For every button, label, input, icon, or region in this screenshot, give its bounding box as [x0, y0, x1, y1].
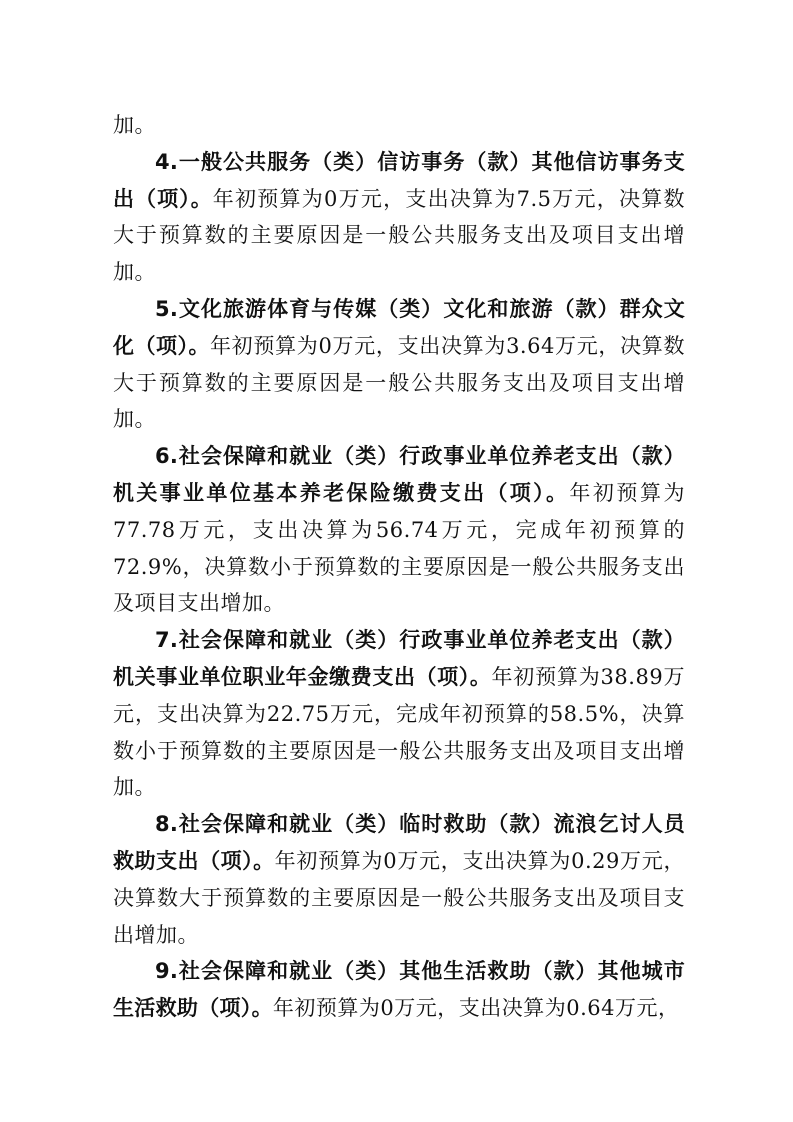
paragraph-item-6	[113, 438, 685, 622]
paragraph-text: 年初预算为38.89万元，支出决算为22.75万元，完成年初预算的58.5%，决算数小于预算数的主要原因是一般公共服务支出及项目支出增加。	[113, 664, 685, 800]
paragraph-heading: 8.社会保障和就业（类）临时救助（款）流浪乞讨人员救助支出（项）。	[113, 812, 685, 873]
paragraph-item-5	[113, 291, 685, 438]
paragraph-text: 年初预算为0万元，支出决算为3.64万元，决算数大于预算数的主要原因是一般公共服务支出及项目支出增加。	[113, 333, 686, 432]
paragraph-continuation	[113, 107, 685, 144]
paragraph-item-4	[113, 144, 685, 291]
paragraph-text: 年初预算为77.78万元，支出决算为56.74万元，完成年初预算的72.9%，决算数小于预算数的主要原因是一般公共服务支出及项目支出增加。	[113, 480, 686, 616]
paragraph-heading: 6.社会保障和就业（类）行政事业单位养老支出（款）机关事业单位基本养老保险缴费支出（项）。	[113, 444, 685, 505]
paragraph-heading: 5.文化旅游体育与传媒（类）文化和旅游（款）群众文化（项）。	[113, 296, 685, 358]
document-body	[113, 107, 685, 1027]
paragraph-text: 加。	[113, 113, 156, 137]
paragraph-item-7	[113, 622, 685, 806]
paragraph-text: 年初预算为0万元，支出决算为0.29万元，决算数大于预算数的主要原因是一般公共服务支出及项目支出增加。	[113, 848, 685, 947]
paragraph-text: 年初预算为0万元，支出决算为0.64万元，	[272, 996, 680, 1021]
paragraph-item-9	[113, 953, 685, 1027]
paragraph-item-8	[113, 806, 685, 953]
paragraph-heading: 4.一般公共服务（类）信访事务（款）其他信访事务支出（项）。	[113, 149, 685, 211]
paragraph-heading: 7.社会保障和就业（类）行政事业单位养老支出（款）机关事业单位职业年金缴费支出（项）。	[113, 628, 685, 689]
paragraph-text: 年初预算为0万元，支出决算为7.5万元，决算数大于预算数的主要原因是一般公共服务支出及项目支出增加。	[113, 186, 685, 285]
paragraph-heading: 9.社会保障和就业（类）其他生活救助（款）其他城市生活救助（项）。	[113, 959, 685, 1021]
